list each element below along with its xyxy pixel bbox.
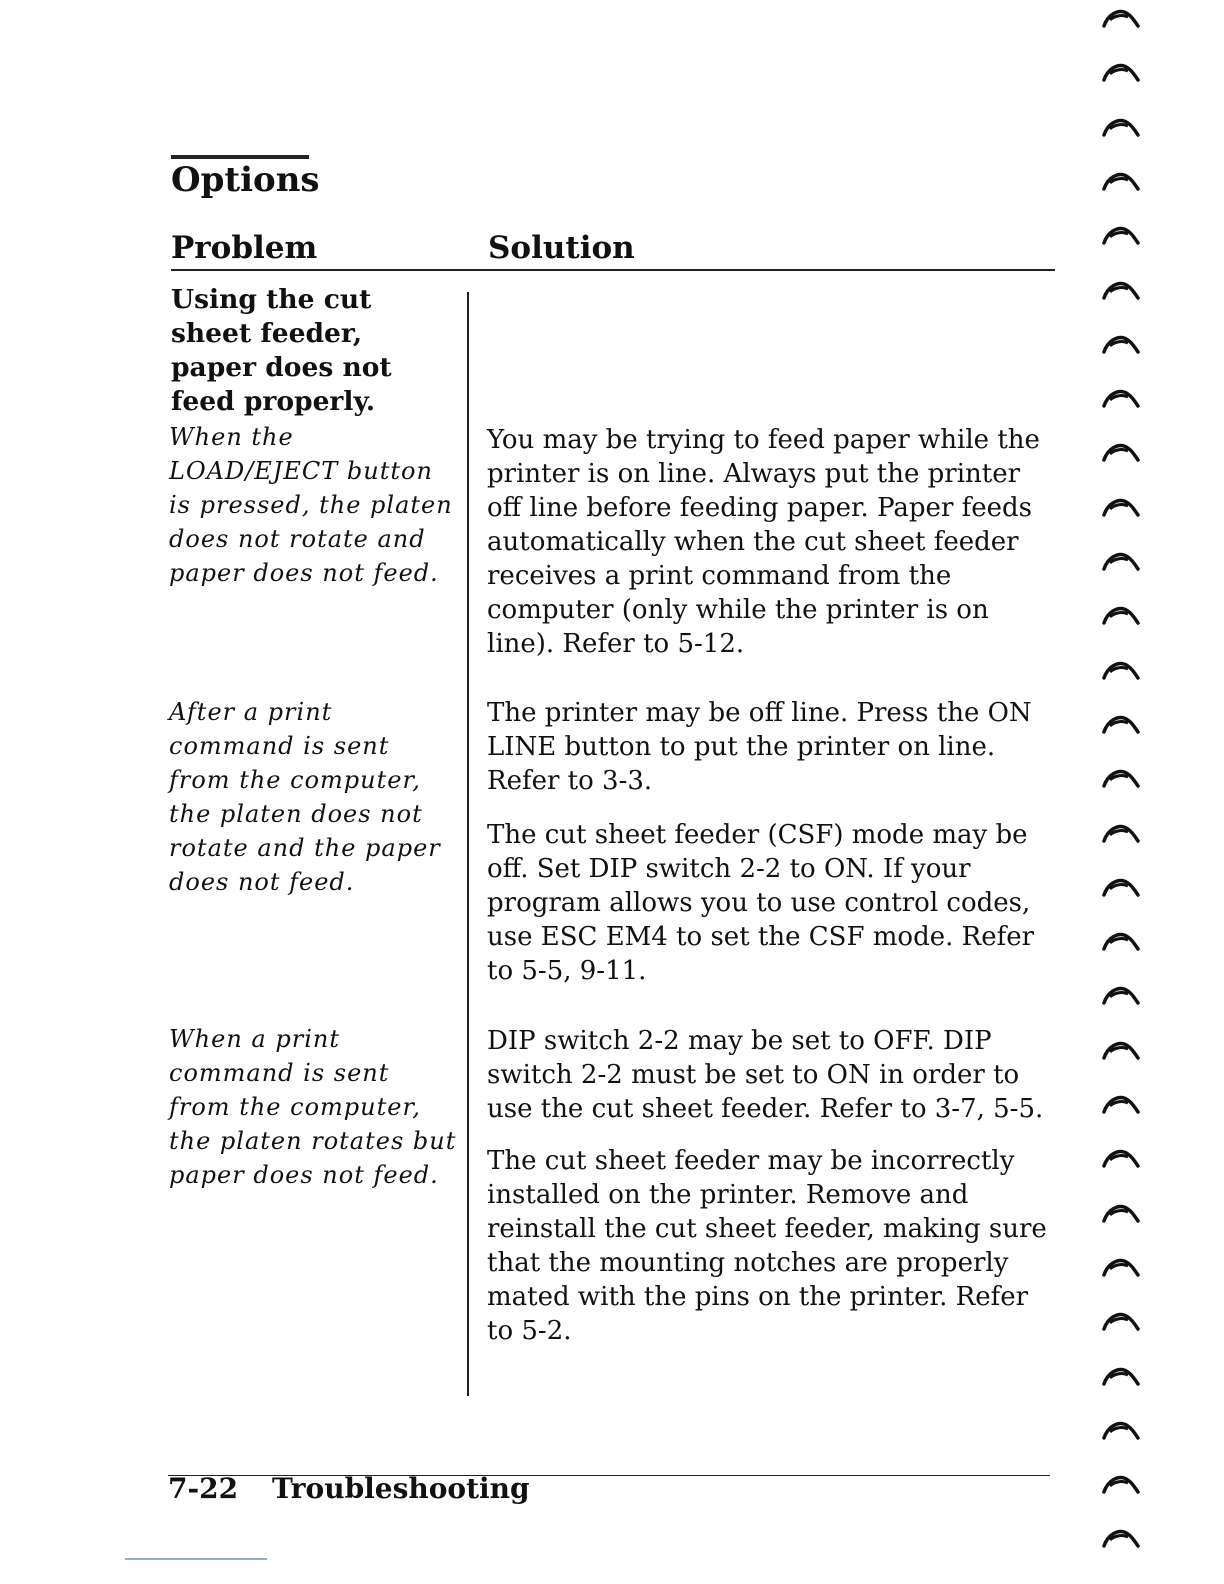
binding-hole-icon [1100,497,1144,517]
binding-hole-icon [1100,823,1144,843]
binding-hole-icon [1100,334,1144,354]
solution-text: The printer may be off line. Press the ON LINE button to put the printer on line. Refer to 3-3. [487,698,1032,796]
binding-hole-icon [1100,280,1144,300]
binding-hole-icon [1100,1474,1144,1494]
binding-hole-icon [1100,117,1144,137]
binding-hole-icon [1100,660,1144,680]
binding-hole-icon [1100,877,1144,897]
solution-column-header: Solution [488,230,635,266]
solution-text: DIP switch 2-2 may be set to OFF. DIP switch 2-2 must be set to ON in order to use the cut sheet feeder. Refer to 3-7, 5-5. [487,1026,1044,1124]
binding-hole-icon [1100,62,1144,82]
binding-hole-icon [1100,1528,1144,1548]
binding-hole-icon [1100,931,1144,951]
binding-holes [1100,0,1160,1584]
cause-text: After a print command is sent from the computer, the platen does not rotate and the paper does not feed. [169,698,441,896]
binding-hole-icon [1100,605,1144,625]
cause-text: When the LOAD/EJECT button is pressed, the platen does not rotate and paper does not feed. [169,423,453,587]
binding-hole-icon [1100,1094,1144,1114]
binding-hole-icon [1100,8,1144,28]
binding-hole-icon [1100,985,1144,1005]
section-title-rule [171,155,309,159]
binding-hole-icon [1100,1257,1144,1277]
problem-statement: Using the cut sheet feeder, paper does not feed properly. [171,284,392,417]
section-title: Options [171,160,320,200]
solution-text: You may be trying to feed paper while the printer is on line. Always put the printer off line before feeding paper. Paper feeds automatically when the cut sheet feeder receives a print command from the computer (only while the printer is on line). Refer to 5-12. [487,425,1040,659]
binding-hole-icon [1100,1311,1144,1331]
cause-text: When a print command is sent from the computer, the platen rotates but paper does not feed. [169,1025,457,1189]
binding-hole-icon [1100,551,1144,571]
binding-hole-icon [1100,1366,1144,1386]
problem-column-header: Problem [171,230,318,266]
binding-hole-icon [1100,768,1144,788]
header-rule [171,269,1055,271]
scan-artifact-line [125,1558,267,1560]
binding-hole-icon [1100,1203,1144,1223]
binding-hole-icon [1100,1420,1144,1440]
binding-hole-icon [1100,388,1144,408]
binding-hole-icon [1100,1040,1144,1060]
chapter-title: Troubleshooting [272,1472,530,1505]
binding-hole-icon [1100,225,1144,245]
solution-text: The cut sheet feeder may be incorrectly installed on the printer. Remove and reinstall the cut sheet feeder, making sure that the mounting notches are properly mated with the pins on the printer. Refer to 5-2. [487,1146,1047,1346]
binding-hole-icon [1100,714,1144,734]
solution-text: The cut sheet feeder (CSF) mode may be off. Set DIP switch 2-2 to ON. If your program allows you to use control codes, use ESC EM4 to set the CSF mode. Refer to 5-5, 9-11. [487,820,1035,986]
binding-hole-icon [1100,1148,1144,1168]
binding-hole-icon [1100,442,1144,462]
binding-hole-icon [1100,171,1144,191]
column-divider [467,292,469,1396]
page-number: 7-22 [168,1472,239,1505]
